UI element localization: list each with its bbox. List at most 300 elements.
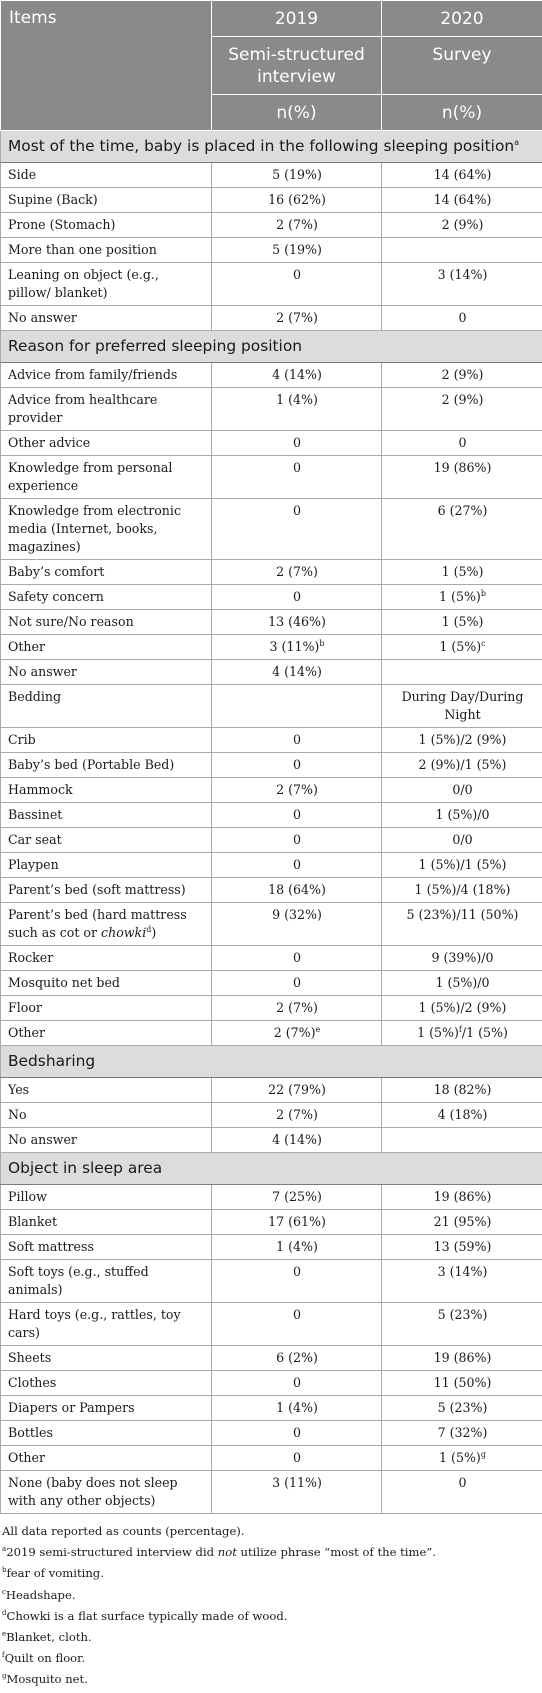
value-text: 0 bbox=[292, 435, 301, 450]
value-2019 bbox=[212, 1078, 382, 1103]
row-label bbox=[1, 1078, 212, 1103]
row-label-text: Bassinet bbox=[8, 807, 63, 822]
footnote-marker: f bbox=[458, 1024, 462, 1034]
table-row bbox=[1, 456, 542, 499]
value-2019 bbox=[212, 1446, 382, 1471]
value-text: 4 (14%) bbox=[272, 367, 322, 382]
value-text: 13 (59%) bbox=[433, 1239, 492, 1254]
row-label bbox=[1, 803, 212, 828]
table-row bbox=[1, 971, 542, 996]
value-text: 1 (5%) bbox=[439, 1450, 481, 1465]
row-label bbox=[1, 971, 212, 996]
value-2020 bbox=[382, 685, 542, 728]
footnote bbox=[2, 1606, 540, 1627]
row-label bbox=[1, 499, 212, 560]
value-text: 13 (46%) bbox=[268, 614, 326, 629]
value-2019 bbox=[212, 363, 382, 388]
value-text: 6 (27%) bbox=[437, 503, 488, 518]
row-label bbox=[1, 431, 212, 456]
value-2020 bbox=[382, 363, 542, 388]
section-row bbox=[1, 1153, 542, 1185]
row-label-text: Other advice bbox=[8, 435, 91, 450]
value-2019 bbox=[212, 585, 382, 610]
value-text: 0 bbox=[458, 435, 467, 450]
method-2019-header: Semi-structured interview bbox=[212, 37, 382, 95]
value-text: 0 bbox=[292, 503, 301, 518]
row-label bbox=[1, 610, 212, 635]
footnote-text: 2019 semi-structured interview did bbox=[6, 1545, 218, 1560]
table-row bbox=[1, 1210, 542, 1235]
value-text: 9 (32%) bbox=[272, 907, 322, 922]
footnote bbox=[2, 1648, 540, 1669]
value-2020 bbox=[382, 1421, 542, 1446]
table-header bbox=[1, 1, 542, 131]
table-row bbox=[1, 1128, 542, 1153]
table-row bbox=[1, 803, 542, 828]
table-row bbox=[1, 1303, 542, 1346]
row-label bbox=[1, 753, 212, 778]
row-label-text: Mosquito net bed bbox=[8, 975, 120, 990]
row-label-text: Parent’s bed (soft mattress) bbox=[8, 882, 186, 897]
unit-2019-header: n(%) bbox=[212, 95, 382, 131]
value-text: 5 (23%)/11 (50%) bbox=[406, 907, 519, 922]
row-label-text: Not sure/No reason bbox=[8, 614, 134, 629]
footnote-marker: b bbox=[319, 638, 325, 648]
footnote-text: Headshape. bbox=[5, 1587, 76, 1602]
value-tail: /1 (5%) bbox=[461, 1025, 508, 1040]
value-2020 bbox=[382, 1396, 542, 1421]
row-label bbox=[1, 1210, 212, 1235]
value-text: 1 (5%) bbox=[441, 564, 484, 579]
table-row bbox=[1, 499, 542, 560]
row-label-text: Bottles bbox=[8, 1425, 53, 1440]
table-row bbox=[1, 828, 542, 853]
value-text: 2 (7%) bbox=[276, 217, 318, 232]
row-label-text: Baby’s bed (Portable Bed) bbox=[8, 757, 175, 772]
value-text: 2 (7%) bbox=[276, 782, 318, 797]
value-2019 bbox=[212, 499, 382, 560]
value-2019 bbox=[212, 456, 382, 499]
value-text: 2 (7%) bbox=[276, 1107, 318, 1122]
value-text: 6 (2%) bbox=[276, 1350, 318, 1365]
value-text: 0 bbox=[292, 732, 301, 747]
table-footnotes bbox=[0, 1514, 542, 1691]
value-2020 bbox=[382, 1128, 542, 1153]
table-row bbox=[1, 1346, 542, 1371]
row-label-text: Soft toys (e.g., stuffed animals) bbox=[8, 1264, 149, 1297]
value-text: 2 (7%) bbox=[276, 310, 318, 325]
section-title-text: Bedsharing bbox=[8, 1052, 96, 1070]
row-label-tail: ) bbox=[151, 925, 157, 940]
table-row bbox=[1, 946, 542, 971]
footnote-marker: a bbox=[514, 137, 520, 147]
table-row bbox=[1, 263, 542, 306]
footnote-text: fear of vomiting. bbox=[6, 1566, 104, 1581]
value-2020 bbox=[382, 1346, 542, 1371]
value-text: 19 (86%) bbox=[433, 1350, 492, 1365]
value-text: 0 bbox=[292, 1450, 301, 1465]
section-row bbox=[1, 1046, 542, 1078]
value-2020 bbox=[382, 499, 542, 560]
footnote bbox=[2, 1542, 540, 1563]
value-2019 bbox=[212, 263, 382, 306]
row-label-text: Knowledge from electronic media (Internet, books, magazines) bbox=[8, 503, 181, 554]
value-2020 bbox=[382, 585, 542, 610]
row-label bbox=[1, 635, 212, 660]
footnote-text: Mosquito net. bbox=[6, 1672, 88, 1687]
row-label-text: Other bbox=[8, 639, 45, 654]
table-row bbox=[1, 903, 542, 946]
value-text: 1 (5%)/0 bbox=[435, 807, 490, 822]
value-text: 2 (7%) bbox=[276, 564, 318, 579]
row-label bbox=[1, 1021, 212, 1046]
row-label bbox=[1, 1128, 212, 1153]
row-label-text: Baby’s comfort bbox=[8, 564, 105, 579]
value-2020 bbox=[382, 306, 542, 331]
footnote-text: not bbox=[217, 1545, 237, 1560]
value-text: 1 (4%) bbox=[276, 1400, 318, 1415]
value-text: 2 (9%) bbox=[441, 392, 484, 407]
value-2020 bbox=[382, 560, 542, 585]
value-text: 0 bbox=[458, 1475, 467, 1490]
table-row bbox=[1, 1235, 542, 1260]
value-2019 bbox=[212, 213, 382, 238]
value-text: 11 (50%) bbox=[433, 1375, 492, 1390]
value-text: 9 (39%)/0 bbox=[431, 950, 494, 965]
row-label bbox=[1, 306, 212, 331]
footnote-text: utilize phrase “most of the time”. bbox=[236, 1545, 436, 1560]
row-label-text: More than one position bbox=[8, 242, 157, 257]
table-row bbox=[1, 238, 542, 263]
section-title bbox=[1, 1046, 542, 1078]
value-2019 bbox=[212, 828, 382, 853]
value-text: 1 (5%) bbox=[439, 589, 481, 604]
row-label-text: No bbox=[8, 1107, 27, 1122]
value-text: 2 (9%)/1 (5%) bbox=[418, 757, 507, 772]
row-label-text: No answer bbox=[8, 310, 77, 325]
row-label-text: Side bbox=[8, 167, 37, 182]
row-label-text: No answer bbox=[8, 1132, 77, 1147]
value-2019 bbox=[212, 1185, 382, 1210]
value-2019 bbox=[212, 1103, 382, 1128]
value-2020 bbox=[382, 778, 542, 803]
value-text: 18 (82%) bbox=[433, 1082, 492, 1097]
value-2019 bbox=[212, 388, 382, 431]
value-2020 bbox=[382, 188, 542, 213]
footnote bbox=[2, 1585, 540, 1606]
row-label-text: None (baby does not sleep with any other objects) bbox=[8, 1475, 178, 1508]
value-text: 0 bbox=[292, 757, 301, 772]
value-text: 18 (64%) bbox=[268, 882, 326, 897]
row-label bbox=[1, 1346, 212, 1371]
value-2020 bbox=[382, 1210, 542, 1235]
value-text: 0 bbox=[292, 975, 301, 990]
value-text: 17 (61%) bbox=[268, 1214, 326, 1229]
row-label-text: Hammock bbox=[8, 782, 73, 797]
value-text: 1 (5%)/1 (5%) bbox=[418, 857, 507, 872]
value-2019 bbox=[212, 660, 382, 685]
value-text: 0 bbox=[292, 857, 301, 872]
value-2020 bbox=[382, 1303, 542, 1346]
row-label-text: Other bbox=[8, 1025, 45, 1040]
row-label bbox=[1, 1185, 212, 1210]
table-row bbox=[1, 363, 542, 388]
value-text: 2 (9%) bbox=[441, 367, 484, 382]
value-text: 1 (5%) bbox=[417, 1025, 459, 1040]
row-label-text: Soft mattress bbox=[8, 1239, 94, 1254]
value-2019 bbox=[212, 1210, 382, 1235]
value-text: 2 (7%) bbox=[276, 1000, 318, 1015]
table-row bbox=[1, 778, 542, 803]
footnote-marker: e bbox=[2, 1630, 7, 1639]
row-label-text: Advice from family/friends bbox=[8, 367, 178, 382]
value-2020 bbox=[382, 1235, 542, 1260]
value-text: 5 (23%) bbox=[437, 1400, 488, 1415]
row-label bbox=[1, 853, 212, 878]
value-text: 16 (62%) bbox=[268, 192, 326, 207]
table-row bbox=[1, 753, 542, 778]
value-2019 bbox=[212, 188, 382, 213]
row-label bbox=[1, 1303, 212, 1346]
value-text: 22 (79%) bbox=[268, 1082, 326, 1097]
row-label-text: Blanket bbox=[8, 1214, 58, 1229]
footnote-marker: g bbox=[2, 1672, 7, 1681]
value-2019 bbox=[212, 610, 382, 635]
year-2020-header: 2020 bbox=[382, 1, 542, 37]
row-label-text: Parent’s bed (hard mattress such as cot or bbox=[8, 907, 187, 940]
value-2019 bbox=[212, 946, 382, 971]
value-2019 bbox=[212, 1235, 382, 1260]
value-text: 5 (19%) bbox=[272, 242, 322, 257]
row-label bbox=[1, 363, 212, 388]
row-label bbox=[1, 456, 212, 499]
value-text: 0 bbox=[292, 1375, 301, 1390]
value-text: 0 bbox=[292, 1425, 301, 1440]
items-header: Items bbox=[1, 1, 212, 131]
section-title bbox=[1, 1153, 542, 1185]
table-row bbox=[1, 1260, 542, 1303]
year-2019-header: 2019 bbox=[212, 1, 382, 37]
value-2020 bbox=[382, 1103, 542, 1128]
value-text: 1 (5%) bbox=[441, 614, 484, 629]
table-row bbox=[1, 1421, 542, 1446]
value-2019 bbox=[212, 903, 382, 946]
value-2019 bbox=[212, 635, 382, 660]
table-row bbox=[1, 1021, 542, 1046]
value-2020 bbox=[382, 971, 542, 996]
section-title-text: Object in sleep area bbox=[8, 1159, 163, 1177]
table-row bbox=[1, 728, 542, 753]
row-label-text: Playpen bbox=[8, 857, 59, 872]
value-text: 2 (9%) bbox=[441, 217, 484, 232]
table-row bbox=[1, 188, 542, 213]
row-label-text: Knowledge from personal experience bbox=[8, 460, 173, 493]
row-label bbox=[1, 163, 212, 188]
footnote-text: Chowki is a flat surface typically made of wood. bbox=[6, 1608, 288, 1623]
value-2020 bbox=[382, 1078, 542, 1103]
value-text: 0/0 bbox=[452, 832, 473, 847]
value-2019 bbox=[212, 1303, 382, 1346]
footnote-marker: c bbox=[481, 638, 486, 648]
value-2019 bbox=[212, 753, 382, 778]
table-row bbox=[1, 853, 542, 878]
row-label bbox=[1, 388, 212, 431]
value-2019 bbox=[212, 853, 382, 878]
row-label bbox=[1, 1446, 212, 1471]
table-row bbox=[1, 431, 542, 456]
value-text: 0 bbox=[292, 807, 301, 822]
value-text: 4 (14%) bbox=[272, 1132, 322, 1147]
row-label bbox=[1, 585, 212, 610]
value-2019 bbox=[212, 431, 382, 456]
row-label-emphasis: chowki bbox=[101, 925, 147, 940]
row-label-text: Hard toys (e.g., rattles, toy cars) bbox=[8, 1307, 181, 1340]
row-label-text: Supine (Back) bbox=[8, 192, 98, 207]
row-label bbox=[1, 188, 212, 213]
row-label-text: Leaning on object (e.g., pillow/ blanket) bbox=[8, 267, 159, 300]
table-row bbox=[1, 306, 542, 331]
row-label bbox=[1, 213, 212, 238]
value-2019 bbox=[212, 778, 382, 803]
value-2020 bbox=[382, 1185, 542, 1210]
row-label-text: Other bbox=[8, 1450, 45, 1465]
value-2019 bbox=[212, 685, 382, 728]
value-2020 bbox=[382, 431, 542, 456]
table-row bbox=[1, 1446, 542, 1471]
value-2020 bbox=[382, 1471, 542, 1514]
value-2019 bbox=[212, 1346, 382, 1371]
value-2020 bbox=[382, 660, 542, 685]
value-2019 bbox=[212, 1260, 382, 1303]
footnote-marker: c bbox=[2, 1587, 6, 1596]
table-row bbox=[1, 213, 542, 238]
table-row bbox=[1, 635, 542, 660]
value-2020 bbox=[382, 238, 542, 263]
row-label bbox=[1, 728, 212, 753]
footnote-marker: f bbox=[2, 1651, 5, 1660]
table-row bbox=[1, 1078, 542, 1103]
value-2020 bbox=[382, 828, 542, 853]
footnote-text: Quilt on floor. bbox=[4, 1651, 86, 1666]
row-label bbox=[1, 1103, 212, 1128]
value-text: 7 (32%) bbox=[437, 1425, 488, 1440]
row-label bbox=[1, 778, 212, 803]
table-row bbox=[1, 388, 542, 431]
value-2020 bbox=[382, 853, 542, 878]
value-2020 bbox=[382, 388, 542, 431]
value-2020 bbox=[382, 946, 542, 971]
footnote-marker: b bbox=[2, 1566, 7, 1575]
footnote bbox=[2, 1627, 540, 1648]
value-2020 bbox=[382, 878, 542, 903]
value-text: 5 (19%) bbox=[272, 167, 322, 182]
row-label bbox=[1, 828, 212, 853]
section-title-text: Most of the time, baby is placed in the following sleeping position bbox=[8, 137, 515, 155]
value-text: 3 (14%) bbox=[437, 267, 488, 282]
value-text: 4 (18%) bbox=[437, 1107, 488, 1122]
row-label bbox=[1, 660, 212, 685]
value-text: 0/0 bbox=[452, 782, 473, 797]
row-label bbox=[1, 1235, 212, 1260]
value-2019 bbox=[212, 803, 382, 828]
footnote bbox=[2, 1563, 540, 1584]
value-2020 bbox=[382, 996, 542, 1021]
value-text: 1 (4%) bbox=[276, 1239, 318, 1254]
value-2019 bbox=[212, 306, 382, 331]
row-label-text: Advice from healthcare provider bbox=[8, 392, 158, 425]
row-label bbox=[1, 1471, 212, 1514]
row-label-text: Sheets bbox=[8, 1350, 52, 1365]
value-2020 bbox=[382, 1446, 542, 1471]
value-2019 bbox=[212, 560, 382, 585]
value-text: 1 (5%)/2 (9%) bbox=[418, 732, 507, 747]
value-text: 1 (4%) bbox=[276, 392, 318, 407]
table-row bbox=[1, 1371, 542, 1396]
value-text: 3 (11%) bbox=[272, 1475, 322, 1490]
value-2019 bbox=[212, 728, 382, 753]
value-text: 3 (14%) bbox=[437, 1264, 488, 1279]
row-label bbox=[1, 996, 212, 1021]
unit-2020-header: n(%) bbox=[382, 95, 542, 131]
footnote-marker: g bbox=[480, 1449, 486, 1459]
section-row bbox=[1, 131, 542, 163]
value-2020 bbox=[382, 163, 542, 188]
table-body bbox=[1, 131, 542, 1514]
row-label-text: Safety concern bbox=[8, 589, 104, 604]
row-label-text: Prone (Stomach) bbox=[8, 217, 116, 232]
row-label-text: Bedding bbox=[8, 689, 62, 704]
value-text: 0 bbox=[292, 1264, 301, 1279]
value-text: 0 bbox=[458, 310, 467, 325]
section-title bbox=[1, 331, 542, 363]
value-text: 0 bbox=[292, 950, 301, 965]
value-2020 bbox=[382, 1260, 542, 1303]
row-label-text: Diapers or Pampers bbox=[8, 1400, 135, 1415]
value-text: 1 (5%)/2 (9%) bbox=[418, 1000, 507, 1015]
value-2020 bbox=[382, 1371, 542, 1396]
row-label bbox=[1, 1371, 212, 1396]
value-2020 bbox=[382, 456, 542, 499]
table-row bbox=[1, 560, 542, 585]
row-label bbox=[1, 560, 212, 585]
value-text: 19 (86%) bbox=[433, 1189, 492, 1204]
value-text: 1 (5%)/0 bbox=[435, 975, 490, 990]
row-label bbox=[1, 903, 212, 946]
footnote bbox=[2, 1669, 540, 1690]
method-2020-header: Survey bbox=[382, 37, 542, 95]
value-text: 0 bbox=[292, 267, 301, 282]
footnote-marker: e bbox=[315, 1024, 321, 1034]
row-label bbox=[1, 685, 212, 728]
row-label-text: Clothes bbox=[8, 1375, 57, 1390]
value-2020 bbox=[382, 635, 542, 660]
row-label-text: No answer bbox=[8, 664, 77, 679]
value-text: 0 bbox=[292, 1307, 301, 1322]
footnote-marker: d bbox=[146, 924, 152, 934]
table-row bbox=[1, 996, 542, 1021]
row-label bbox=[1, 878, 212, 903]
value-text: 7 (25%) bbox=[272, 1189, 322, 1204]
value-2019 bbox=[212, 878, 382, 903]
value-2020 bbox=[382, 213, 542, 238]
value-2020 bbox=[382, 263, 542, 306]
value-text: 4 (14%) bbox=[272, 664, 322, 679]
row-label bbox=[1, 1421, 212, 1446]
value-text: 3 (11%) bbox=[269, 639, 320, 654]
value-2019 bbox=[212, 996, 382, 1021]
value-2019 bbox=[212, 1021, 382, 1046]
footnote-marker: b bbox=[480, 588, 486, 598]
